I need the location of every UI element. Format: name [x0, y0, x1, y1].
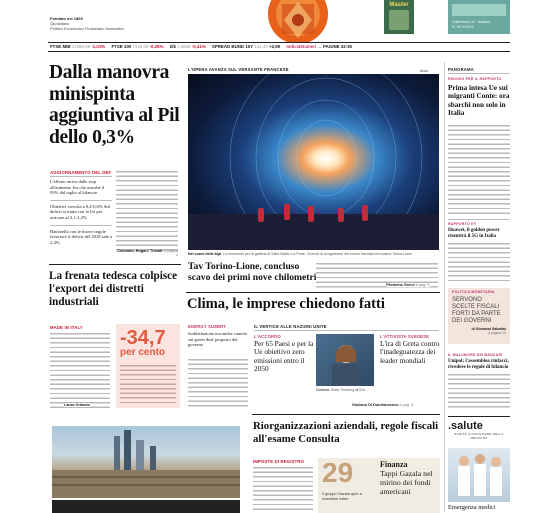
- clima-top-rule: [186, 292, 440, 293]
- photo-caption: Nel cuore delle Alpi. La cerimonia per la galleria di Saint Martin La Porte, il tunnel di ricognizione del nuovo tracciato ferroviario Torino-Lione.: [188, 252, 414, 256]
- export-author: Laura Orlando: [64, 403, 90, 407]
- salute-title: .salute: [448, 420, 483, 432]
- clima-right-headline[interactable]: L'ira di Greta contro l'inadeguatezza dei leader mondiali: [380, 339, 440, 365]
- founded-line: Fondato nel 1865: [50, 16, 83, 21]
- sidebar-kicker: PANORAMA: [448, 67, 474, 72]
- promo-line2: N. XX 2XXXX: [452, 25, 474, 29]
- export-body-text: [50, 332, 110, 410]
- sidebar-kicker-rule: [448, 73, 510, 74]
- photo-kicker: L'OPERA AVANZA SUL VERSANTE FRANCESE: [188, 67, 289, 72]
- sidebar-box-pages: a pagina 10: [488, 331, 506, 335]
- ticker-indici-link[interactable]: Indici&Numeri → PAGINE 32-35: [286, 44, 352, 49]
- lead-bullet-3: Battistella con le nuove regole favorisce il deficit del 2018 sale a 2,4%: [50, 228, 112, 245]
- sidebar-headline-2[interactable]: Huawei, il golden power risentirà il 5G in Italia: [448, 228, 500, 239]
- ticker-ftse100: FTSE 100 7326,08 -0,26%: [111, 44, 164, 49]
- photo-credit: Ansa: [420, 69, 428, 73]
- ticker-bottom-rule: [48, 51, 510, 52]
- paper-type: Quotidiano: [50, 21, 70, 26]
- lead-kicker-rule: [50, 176, 112, 177]
- clima-kicker: IL VERTICE ALLE NAZIONI UNITE: [254, 324, 327, 329]
- ticker-spread: SPREAD BUND 10Y 141,40 +2,90: [211, 44, 281, 49]
- ticker-top-rule: [48, 42, 510, 43]
- photo-bottom-bar: [52, 500, 240, 513]
- sidebar-headline-3[interactable]: Unipol: l'assemblea rinfacci, rivedere le regole di bilancio: [448, 359, 509, 370]
- export-stat-number: -34,7: [120, 327, 166, 349]
- sidebar-body-1: [448, 124, 510, 214]
- export-headline[interactable]: La frenata tedesca colpisce l'export dei distretti industriali: [49, 270, 178, 308]
- ticker-eurusd: €/$ 1,0888 -0,41%: [169, 44, 206, 49]
- clima-headline[interactable]: Clima, le imprese chiedono fatti: [187, 296, 385, 312]
- lead-bullet-2: Obiettivi crescita a 0,4-0,6% Sul deficit si tratta con la Ue per arrivare al 2,1-2,2%: [50, 203, 110, 220]
- export-stat-box: [116, 324, 180, 408]
- sidebar-kicker-2: RAPPORTO EY: [448, 222, 477, 226]
- lead-bullet-1: L'effetto arriva dalle stop all'aumento Iva che assorbe il 93% dal taglio al bilancio: [50, 179, 105, 196]
- finanza-headline: Tappi Gazala nel mirino dei fondi americani: [380, 469, 433, 496]
- riorg-top-rule: [252, 414, 440, 415]
- sidebar-sub-kicker: RISCHIO PER IL RAPPORTO: [448, 77, 502, 81]
- sidebar-headline-1[interactable]: Prima intesa Ue sui migranti Conte: ora sbarchi non solo in Italia: [448, 84, 510, 118]
- finanza-title: Finanza: [380, 460, 408, 469]
- energy-kicker: ENERGY SUMMIT: [188, 324, 226, 329]
- export-kicker: MADE IN ITALY: [50, 325, 83, 330]
- lead-byline: Colombo, Rogari, Trovati a pagina 2: [117, 249, 178, 257]
- riorg-headline[interactable]: Riorganizzazioni aziendali, regole fiscali all'esame Consulta: [253, 420, 439, 445]
- market-ticker: [50, 44, 510, 50]
- paper-subtitle: Politico Economico Finanziario Normativo: [50, 26, 124, 31]
- clima-sub-headline[interactable]: Per 65 Paesi e per la Ue obiettivo zero emissioni entro il 2050: [254, 339, 314, 374]
- greta-caption: Contesa. Greta Thunberg all'Onu: [316, 388, 366, 392]
- finanza-big-number: 29: [322, 457, 354, 488]
- salute-rule: [448, 416, 510, 417]
- clima-kicker-rule: [254, 330, 439, 331]
- export-stat-label: per cento: [120, 347, 166, 358]
- promo-master-title: Master: [389, 2, 409, 8]
- sidebar-opinion-box[interactable]: [448, 288, 510, 344]
- tav-headline[interactable]: Tav Torino-Lione, concluso scavo dei primi nove chilometri: [188, 261, 317, 283]
- tav-byline: Filomena Greco a pag. 9: [386, 283, 430, 287]
- ticker-ftsemib: FTSE MIB 21899,88 -1,01%: [50, 44, 106, 49]
- riorg-kicker: IMPOSTE DI REGISTRO: [253, 459, 305, 464]
- masthead-info: [50, 16, 160, 31]
- lead-kicker: AGGIORNAMENTO DEL DEF: [50, 170, 112, 175]
- sidebar-box-headline: SERVONO SCELTE FISCALI FORTI DA PARTE DEI GOVERNI: [452, 297, 501, 324]
- clima-right-kicker: L'ATTIVISTA SVEDESE: [380, 334, 430, 339]
- tunnel-photo[interactable]: [188, 74, 439, 250]
- salute-headline[interactable]: Emergenza medici: [448, 504, 496, 511]
- sidebar-box-kicker: POLITICA MONETARIA: [452, 290, 495, 294]
- promo-master-thumb[interactable]: [384, 0, 414, 34]
- promo-line1: Colleziona Lei - Nadeux: [452, 20, 491, 24]
- arrow-right-icon: →: [317, 44, 322, 49]
- sidebar-box-author: di Giovanni Sabatini: [471, 327, 506, 331]
- sidebar-kicker-3: IL MALUMORE DEI BANCARI: [448, 353, 503, 357]
- sidebar-divider: [444, 62, 445, 512]
- salute-logo[interactable]: [448, 420, 510, 440]
- lead-body-text: [116, 170, 178, 252]
- greta-photo[interactable]: [316, 334, 374, 386]
- sidebar-body-2: [448, 242, 510, 284]
- masthead-logo: [262, 0, 334, 42]
- clima-sub-kicker: L'ACCORDO: [254, 334, 281, 339]
- finanza-box[interactable]: [318, 458, 440, 513]
- export-top-rule: [49, 264, 181, 265]
- lead-bullets: [50, 179, 112, 245]
- sidebar-body-3: [448, 373, 510, 409]
- energy-text: Soddisfazione ma anche cautela sui green deal proposto dal governo: [188, 331, 247, 348]
- lead-headline[interactable]: Dalla manovra minispinta aggiuntiva al Pil dello 0,3%: [49, 62, 180, 148]
- salute-subtitle: SANITÀ & FRONTIERE DELLA MEDICINA: [454, 432, 504, 440]
- riorg-body-text: [253, 466, 313, 513]
- clima-byline: Giuliano Di Donfrancesco a pag. 3: [352, 403, 414, 407]
- energy-body-text: [188, 358, 248, 408]
- salute-photo[interactable]: [448, 448, 510, 502]
- promo-box[interactable]: [448, 0, 510, 34]
- finanza-sub: Il gruppo Gazala apre a investitori esteri: [322, 492, 362, 501]
- city-skyline-photo[interactable]: [52, 426, 240, 498]
